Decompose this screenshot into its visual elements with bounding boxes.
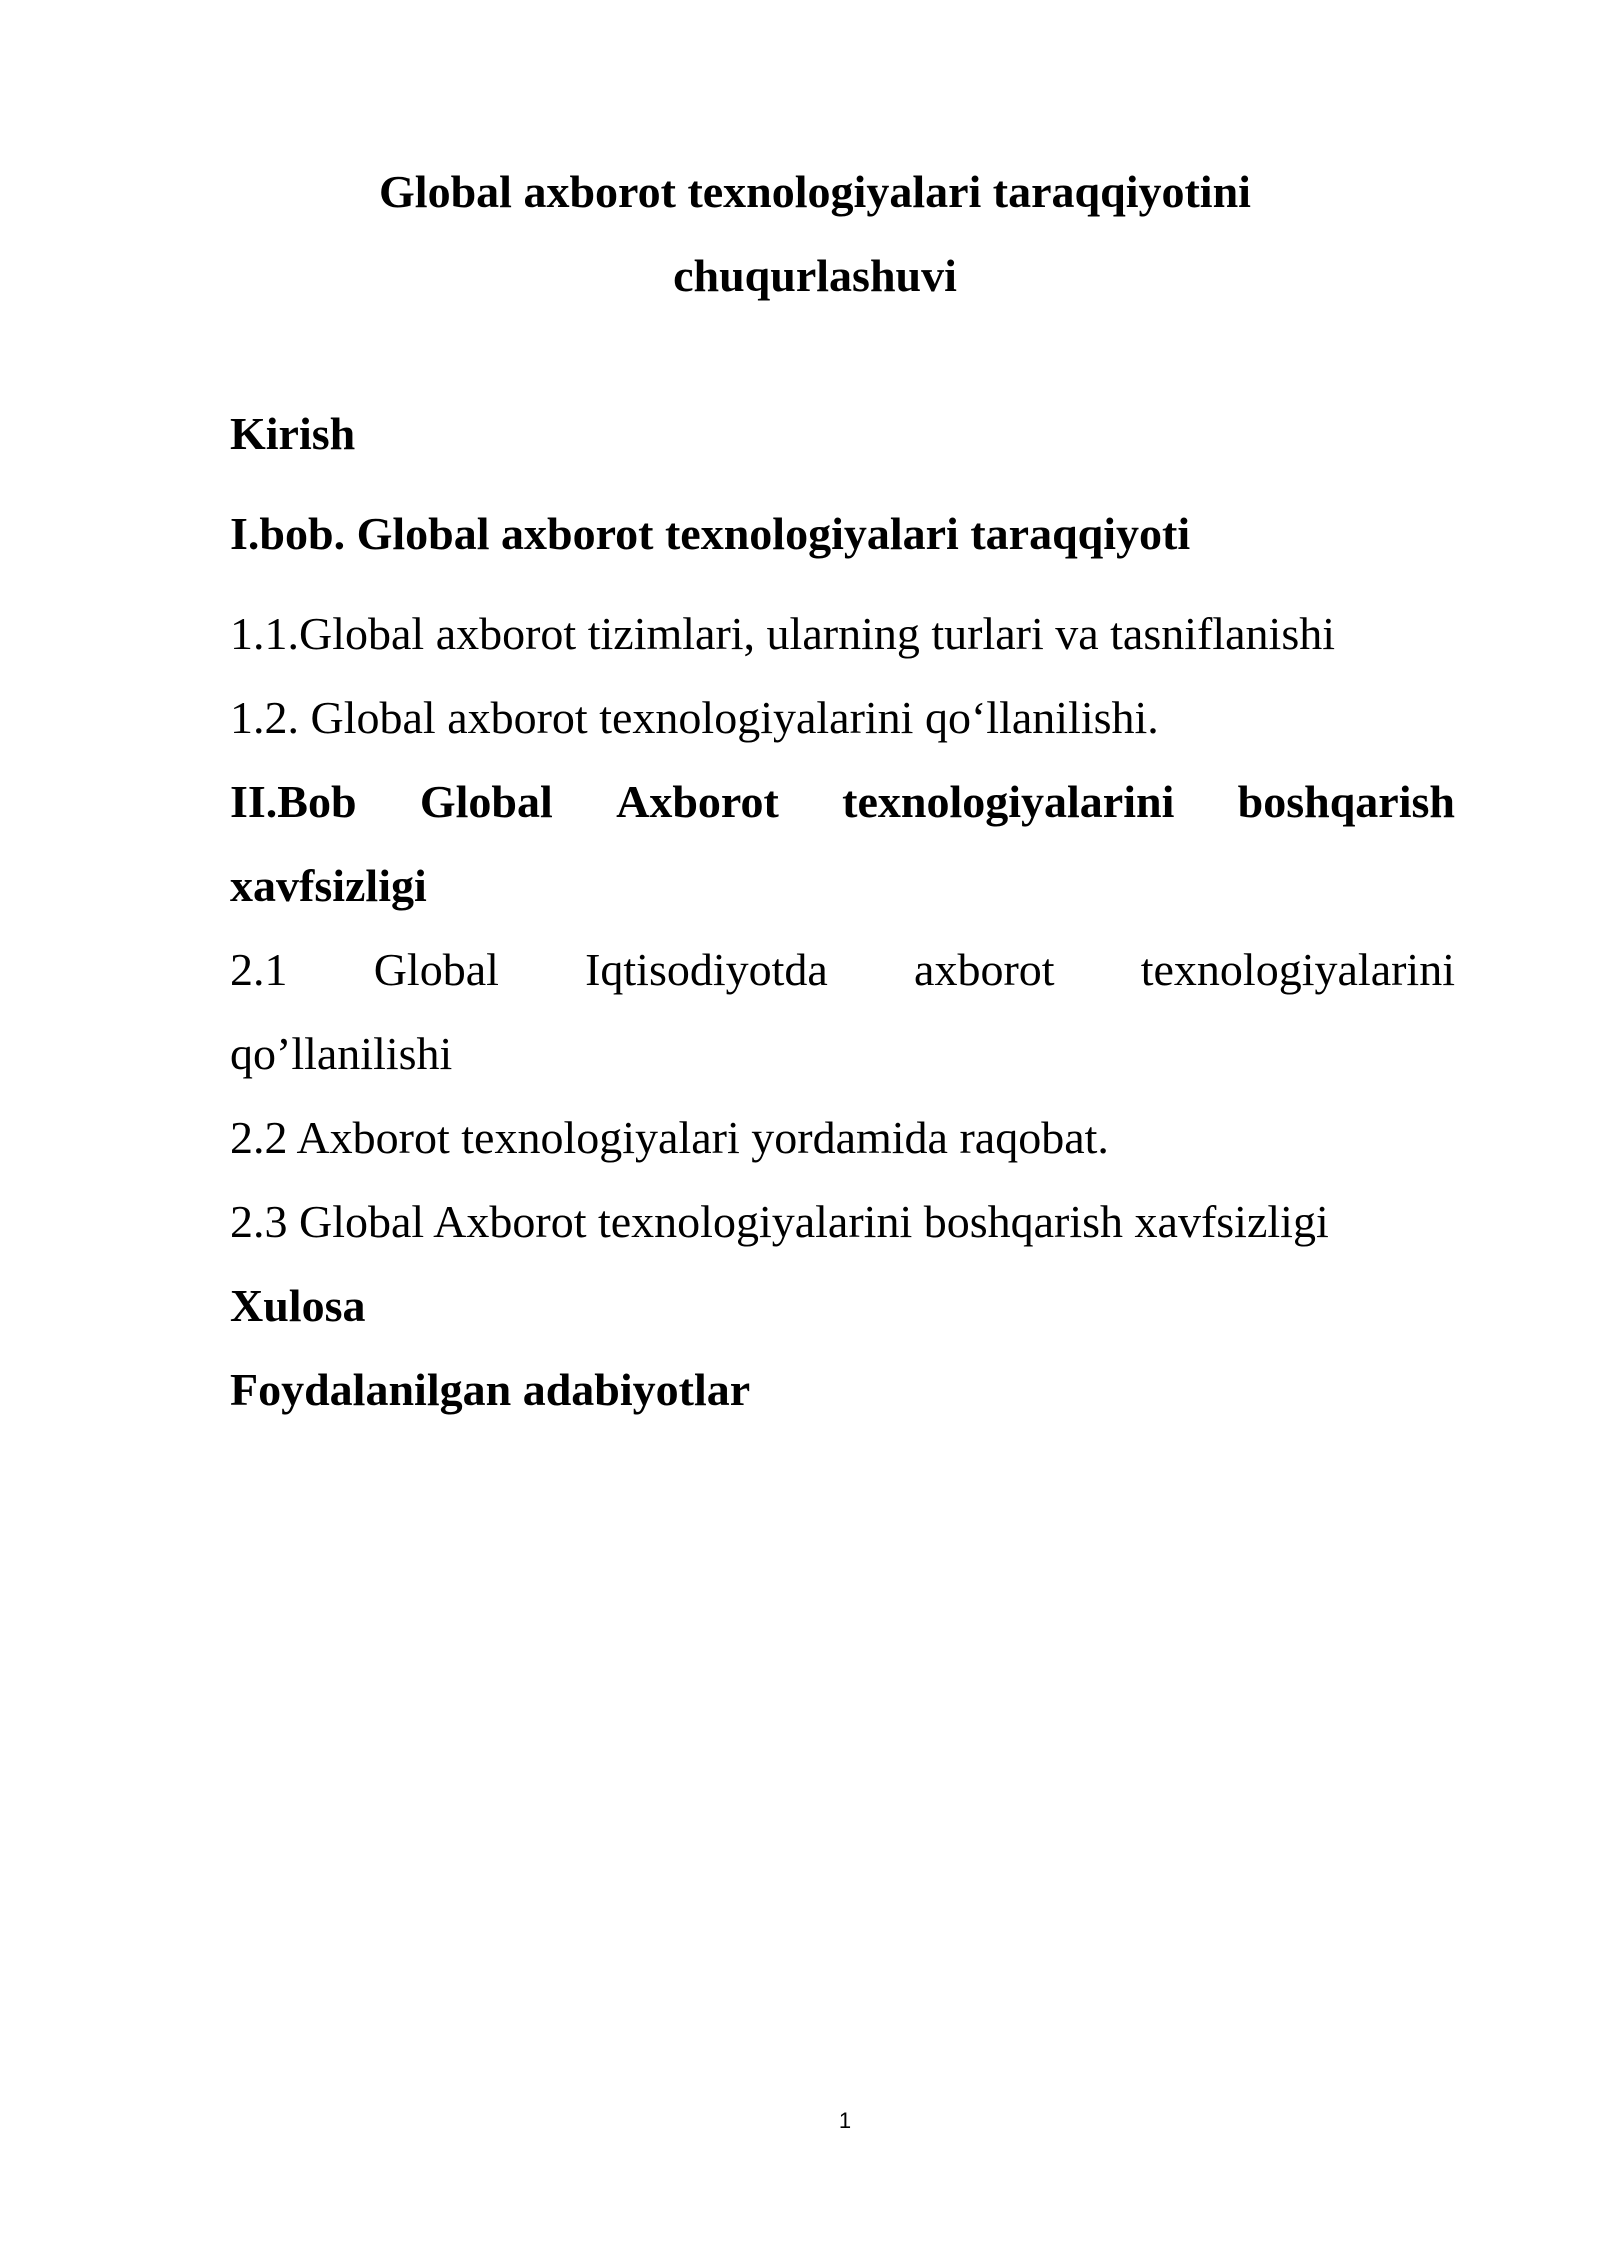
- toc-chapter-1: I.bob. Global axborot texnologiyalari taraqqiyoti: [230, 508, 1191, 559]
- page-number: 1: [838, 2108, 852, 2133]
- toc-item-2-1-word: texnologiyalarini: [1140, 944, 1455, 995]
- toc-chapter-2-word: II.Bob: [230, 776, 357, 827]
- toc-item-2-1-continued: qo’llanilishi: [230, 1028, 453, 1079]
- toc-chapter-2-continued: xavfsizligi: [230, 860, 427, 911]
- toc-chapter-2-word: texnologiyalarini: [842, 776, 1175, 827]
- toc-chapter-2-word: Global: [419, 776, 553, 827]
- toc-references: Foydalanilgan adabiyotlar: [230, 1364, 751, 1415]
- toc-chapter-2: [230, 760, 1455, 844]
- toc-item-2-1-word: 2.1: [230, 944, 288, 995]
- toc-intro: Kirish: [230, 408, 356, 459]
- toc-item-1-1: 1.1.Global axborot tizimlari, ularning turlari va tasniflanishi: [230, 608, 1336, 659]
- toc-conclusion: Xulosa: [230, 1280, 366, 1331]
- toc-item-2-1: [230, 928, 1455, 1012]
- toc-item-2-1-word: Global: [373, 944, 499, 995]
- toc-item-2-1-word: axborot: [914, 944, 1055, 995]
- title-line-1: Global axborot texnologiyalari taraqqiyotini: [379, 166, 1251, 217]
- document-title: [230, 150, 1400, 318]
- toc-chapter-2-word: Axborot: [616, 776, 779, 827]
- toc-item-1-2: 1.2. Global axborot texnologiyalarini qo‘llanilishi.: [230, 692, 1159, 743]
- title-line-2: chuqurlashuvi: [673, 250, 957, 301]
- toc-item-2-2: 2.2 Axborot texnologiyalari yordamida raqobat.: [230, 1112, 1109, 1163]
- toc-item-2-1-word: Iqtisodiyotda: [585, 944, 828, 995]
- toc-chapter-2-word: boshqarish: [1237, 776, 1455, 827]
- toc-item-2-3: 2.3 Global Axborot texnologiyalarini boshqarish xavfsizligi: [230, 1196, 1329, 1247]
- table-of-contents: [230, 392, 1455, 1432]
